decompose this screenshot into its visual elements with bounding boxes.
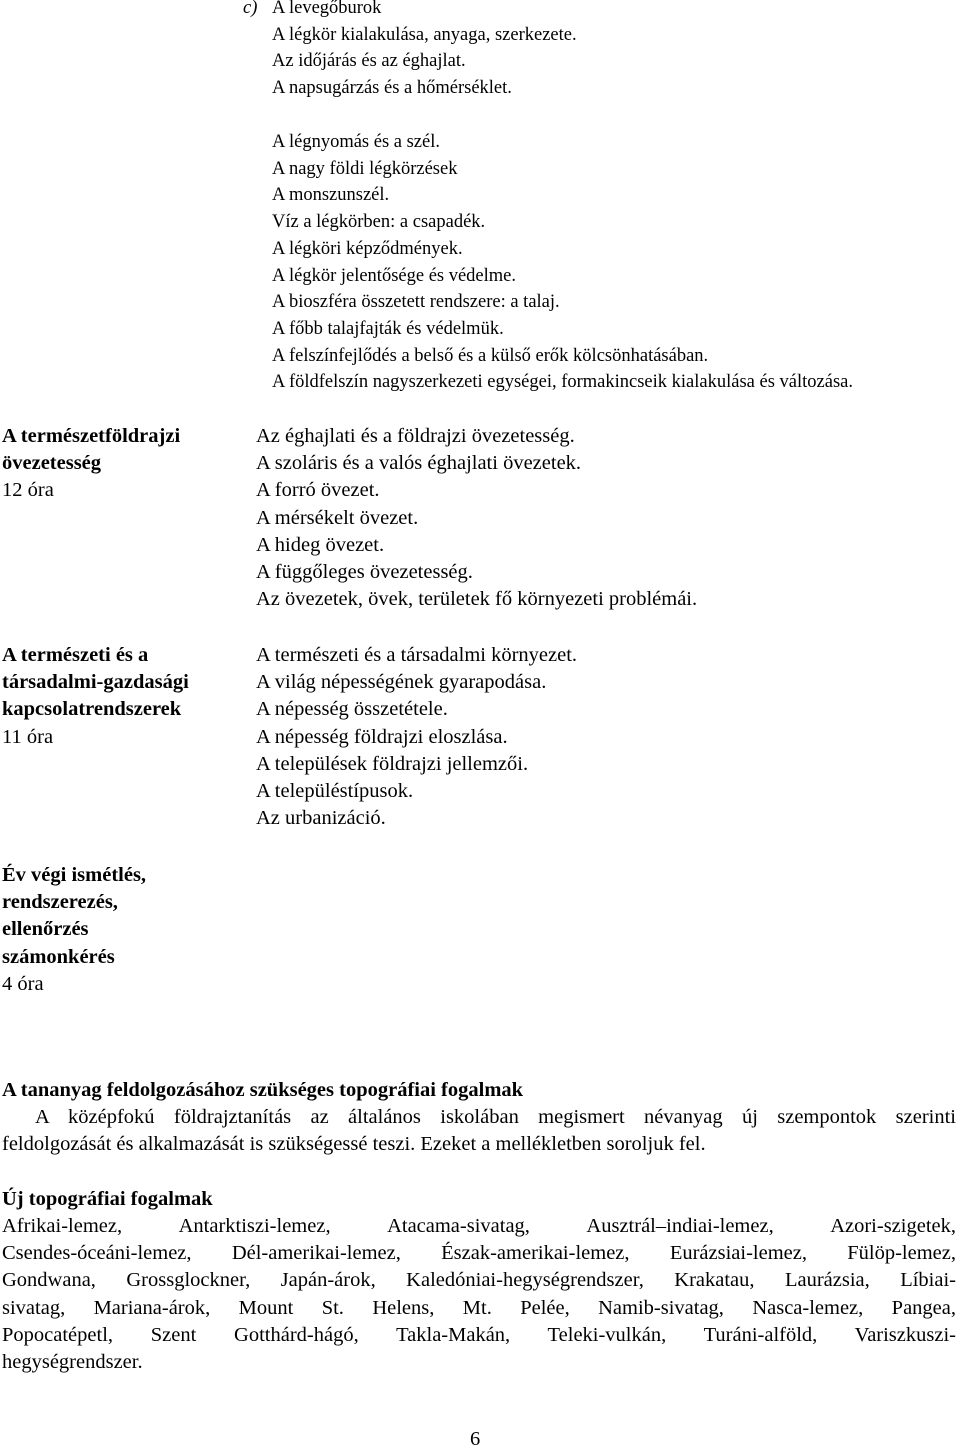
list-item: A természeti és a társadalmi környezet.: [256, 644, 578, 666]
topic-society-heading: [2, 642, 189, 751]
topic-title: társadalmi-gazdasági: [2, 671, 189, 694]
list-item: A légköri képződmények.: [272, 238, 463, 259]
section-marker: c): [243, 0, 258, 18]
terms-line: hegységrendszer.: [2, 1351, 143, 1374]
topic-society-items: [256, 642, 577, 832]
list-item: A felszínfejlődés a belső és a külső erők kölcsönhatásában.: [272, 345, 709, 366]
terms-line: Afrikai-lemez, Antarktiszi-lemez, Atacama-sivatag, Ausztrál–indiai-lemez, Azori-szigetek,: [2, 1215, 956, 1237]
topic-title: rendszerezés,: [2, 891, 118, 914]
topic-hours: 12 óra: [2, 479, 54, 502]
topic-zones-items: [256, 423, 697, 613]
topography-paragraph: [2, 1104, 956, 1158]
topic-title: A természeti és a: [2, 644, 149, 666]
list-item: A településtípusok.: [256, 780, 414, 803]
section-c-block-a: [272, 0, 577, 102]
page-number: 6: [470, 1428, 481, 1450]
list-item: A nagy földi légkörzések: [272, 158, 458, 179]
new-terms-list: [2, 1213, 956, 1376]
list-item: A világ népességének gyarapodása.: [256, 671, 547, 694]
section-c-block-b: [272, 129, 853, 396]
topic-zones-heading: [2, 423, 180, 505]
terms-line: Csendes-óceáni-lemez, Dél-amerikai-lemez, Észak-amerikai-lemez, Eurázsiai-lemez, Fülöp-lemez,: [2, 1242, 956, 1265]
list-item: A szoláris és a valós éghajlati övezetek.: [256, 452, 582, 475]
list-item: A függőleges övezetesség.: [256, 561, 473, 584]
list-item: A napsugárzás és a hőmérséklet.: [272, 78, 512, 99]
topic-review-heading: [2, 862, 146, 998]
topic-title: Év végi ismétlés,: [2, 864, 147, 886]
list-item: A bioszféra összetett rendszere: a talaj.: [272, 292, 560, 313]
list-item: A főbb talajfajták és védelmük.: [272, 318, 504, 339]
paragraph-line: A középfokú földrajztanítás az általános iskolában megismert névanyag új szempontok szerinti: [35, 1106, 956, 1128]
terms-line: Gondwana, Grossglockner, Japán-árok, Kaledóniai-hegységrendszer, Krakatau, Laurázsia, Líbiai-: [2, 1269, 956, 1292]
topic-hours: 4 óra: [2, 972, 44, 995]
list-item: Az éghajlati és a földrajzi övezetesség.: [256, 425, 575, 447]
topic-title: ellenőrzés: [2, 918, 89, 941]
terms-line: Popocatépetl, Szent Gotthárd-hágó, Takla-Makán, Teleki-vulkán, Turáni-alföld, Variszkuszi-: [2, 1323, 956, 1346]
list-item: A népesség földrajzi eloszlása.: [256, 725, 508, 748]
list-item: A monszunszél.: [272, 185, 390, 206]
list-item: Víz a légkörben: a csapadék.: [272, 212, 486, 233]
list-item: A légnyomás és a szél.: [272, 132, 440, 152]
list-item: Az urbanizáció.: [256, 807, 386, 830]
list-item: A földfelszín nagyszerkezeti egységei, formakincseik kialakulása és változása.: [272, 372, 853, 393]
list-item: A mérsékelt övezet.: [256, 506, 419, 529]
section-title: A levegőburok: [272, 0, 382, 18]
new-terms-heading: Új topográfiai fogalmak: [2, 1188, 213, 1210]
topic-hours: 11 óra: [2, 725, 54, 748]
list-item: A hideg övezet.: [256, 533, 385, 556]
list-item: Az övezetek, övek, területek fő környezeti problémái.: [256, 588, 698, 611]
topic-title: A természetföldrajzi: [2, 425, 181, 447]
topic-title: kapcsolatrendszerek: [2, 698, 182, 721]
paragraph-line: feldolgozását és alkalmazását is szükségessé teszi. Ezeket a mellékletben soroljuk fel.: [2, 1133, 706, 1156]
terms-line: sivatag, Mariana-árok, Mount St. Helens, Mt. Pelée, Namib-sivatag, Nasca-lemez, Pangea,: [2, 1296, 956, 1319]
list-item: A települések földrajzi jellemzői.: [256, 752, 529, 775]
list-item: A népesség összetétele.: [256, 698, 448, 721]
topic-title: övezetesség: [2, 452, 102, 475]
list-item: A légkör kialakulása, anyaga, szerkezete.: [272, 24, 577, 45]
list-item: A légkör jelentősége és védelme.: [272, 265, 517, 286]
list-item: A forró övezet.: [256, 479, 380, 502]
topic-title: számonkérés: [2, 945, 115, 968]
topography-heading: A tananyag feldolgozásához szükséges topográfiai fogalmak: [2, 1079, 524, 1101]
list-item: Az időjárás és az éghajlat.: [272, 51, 466, 72]
